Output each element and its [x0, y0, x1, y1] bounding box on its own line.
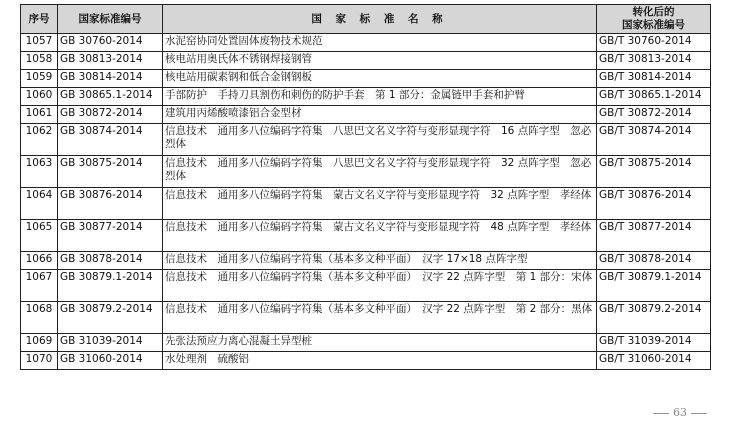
cell-converted-code: GB/T 30874-2014 — [597, 124, 711, 156]
cell-serial-number: 1067 — [21, 270, 58, 302]
cell-standard-code: GB 30874-2014 — [58, 124, 163, 156]
cell-converted-code: GB/T 30813-2014 — [597, 52, 711, 70]
cell-standard-name: 信息技术 通用多八位编码字符集 蒙古文名义字符与变形显现字符 48 点阵字型 孝经体 — [163, 220, 597, 252]
cell-serial-number: 1058 — [21, 52, 58, 70]
cell-standard-code: GB 30879.2-2014 — [58, 302, 163, 334]
cell-standard-code: GB 30760-2014 — [58, 34, 163, 52]
cell-serial-number: 1070 — [21, 352, 58, 370]
cell-standard-name: 信息技术 通用多八位编码字符集（基本多文种平面） 汉字 17×18 点阵字型 — [163, 252, 597, 270]
cell-converted-code: GB/T 30875-2014 — [597, 156, 711, 188]
cell-standard-code: GB 30813-2014 — [58, 52, 163, 70]
cell-standard-code: GB 30872-2014 — [58, 106, 163, 124]
cell-standard-name: 核电站用奥氏体不锈钢焊接钢管 — [163, 52, 597, 70]
cell-standard-code: GB 31060-2014 — [58, 352, 163, 370]
cell-standard-name: 信息技术 通用多八位编码字符集 八思巴文名义字符与变形显现字符 16 点阵字型 忽必烈体 — [163, 124, 597, 156]
footer-dash-right — [691, 413, 707, 414]
cell-converted-code: GB/T 31060-2014 — [597, 352, 711, 370]
table-row — [21, 106, 711, 124]
cell-standard-name: 信息技术 通用多八位编码字符集 蒙古文名义字符与变形显现字符 32 点阵字型 孝经体 — [163, 188, 597, 220]
cell-standard-name: 核电站用碳素钢和低合金钢钢板 — [163, 70, 597, 88]
table-row — [21, 124, 711, 156]
table-row — [21, 352, 711, 370]
header-converted-code-line2: 国家标准编号 — [622, 19, 685, 31]
cell-standard-code: GB 30865.1-2014 — [58, 88, 163, 106]
cell-serial-number: 1059 — [21, 70, 58, 88]
header-standard-code: 国家标准编号 — [58, 5, 163, 34]
table-row — [21, 88, 711, 106]
cell-standard-code: GB 30878-2014 — [58, 252, 163, 270]
header-converted-code — [597, 5, 711, 34]
cell-serial-number: 1064 — [21, 188, 58, 220]
cell-converted-code: GB/T 30865.1-2014 — [597, 88, 711, 106]
table-row — [21, 270, 711, 302]
cell-standard-code: GB 30876-2014 — [58, 188, 163, 220]
cell-standard-code: GB 30877-2014 — [58, 220, 163, 252]
table-row — [21, 52, 711, 70]
header-serial-number: 序号 — [21, 5, 58, 34]
table-header-row — [21, 5, 711, 34]
cell-standard-name: 信息技术 通用多八位编码字符集 八思巴文名义字符与变形显现字符 32 点阵字型 忽必烈体 — [163, 156, 597, 188]
cell-standard-code: GB 30814-2014 — [58, 70, 163, 88]
cell-converted-code: GB/T 30879.1-2014 — [597, 270, 711, 302]
standards-table — [20, 4, 711, 370]
cell-standard-name: 水处理剂 硫酸铝 — [163, 352, 597, 370]
cell-standard-code: GB 30875-2014 — [58, 156, 163, 188]
cell-serial-number: 1062 — [21, 124, 58, 156]
cell-standard-name: 手部防护 手持刀具割伤和刺伤的防护手套 第 1 部分：金属链甲手套和护臂 — [163, 88, 597, 106]
cell-standard-name: 先张法预应力离心混凝土异型桩 — [163, 334, 597, 352]
header-converted-code-line1: 转化后的 — [632, 6, 675, 18]
cell-serial-number: 1063 — [21, 156, 58, 188]
table-row — [21, 252, 711, 270]
cell-standard-name: 信息技术 通用多八位编码字符集（基本多文种平面） 汉字 22 点阵字型 第 1 部分：宋体 — [163, 270, 597, 302]
cell-standard-name: 信息技术 通用多八位编码字符集（基本多文种平面） 汉字 22 点阵字型 第 2 部分：黑体 — [163, 302, 597, 334]
cell-standard-code: GB 31039-2014 — [58, 334, 163, 352]
cell-serial-number: 1066 — [21, 252, 58, 270]
cell-converted-code: GB/T 30872-2014 — [597, 106, 711, 124]
cell-serial-number: 1069 — [21, 334, 58, 352]
cell-serial-number: 1068 — [21, 302, 58, 334]
table-row — [21, 334, 711, 352]
footer-dash-left — [653, 413, 669, 414]
cell-standard-code: GB 30879.1-2014 — [58, 270, 163, 302]
cell-converted-code: GB/T 30814-2014 — [597, 70, 711, 88]
cell-converted-code: GB/T 30760-2014 — [597, 34, 711, 52]
cell-serial-number: 1065 — [21, 220, 58, 252]
table-row — [21, 220, 711, 252]
cell-serial-number: 1060 — [21, 88, 58, 106]
page-number: 63 — [673, 406, 687, 419]
cell-converted-code: GB/T 30879.2-2014 — [597, 302, 711, 334]
cell-converted-code: GB/T 30876-2014 — [597, 188, 711, 220]
cell-converted-code: GB/T 30877-2014 — [597, 220, 711, 252]
table-row — [21, 70, 711, 88]
cell-standard-name: 建筑用丙烯酸喷漆铝合金型材 — [163, 106, 597, 124]
table-row — [21, 188, 711, 220]
cell-converted-code: GB/T 30878-2014 — [597, 252, 711, 270]
cell-serial-number: 1057 — [21, 34, 58, 52]
table-row — [21, 156, 711, 188]
header-standard-name: 国 家 标 准 名 称 — [163, 5, 597, 34]
cell-converted-code: GB/T 31039-2014 — [597, 334, 711, 352]
cell-standard-name: 水泥窑协同处置固体废物技术规范 — [163, 34, 597, 52]
table-row — [21, 34, 711, 52]
cell-serial-number: 1061 — [21, 106, 58, 124]
table-row — [21, 302, 711, 334]
page-footer — [649, 406, 711, 419]
